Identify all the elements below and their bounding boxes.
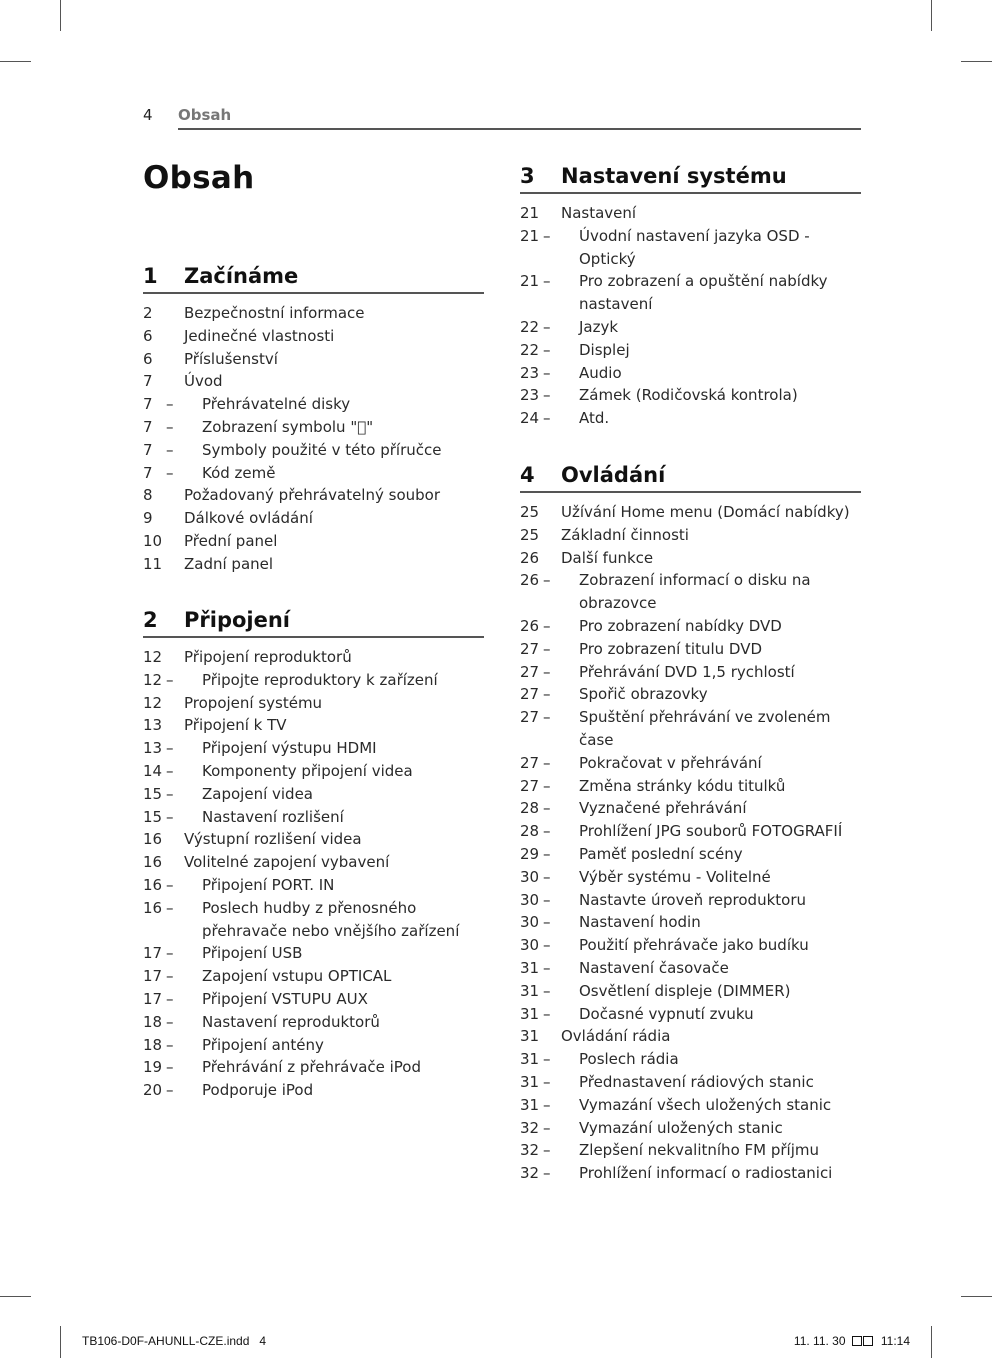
toc-entry[interactable] — [143, 851, 484, 874]
toc-entry[interactable] — [520, 980, 861, 1003]
toc-entry-text: – Nastavení rozlišení — [143, 806, 484, 829]
toc-entry[interactable] — [143, 393, 484, 416]
toc-entry[interactable] — [520, 384, 861, 407]
toc-entry-page: 16 — [143, 898, 163, 917]
toc-entry-text: – Jazyk — [520, 316, 861, 339]
toc-entry-page: 2 — [143, 304, 153, 322]
toc-entry[interactable] — [520, 362, 861, 385]
toc-entry-page: 27 — [520, 685, 540, 704]
toc-entry[interactable] — [143, 302, 484, 325]
toc-entry-page: 32 — [520, 1118, 540, 1137]
toc-entry-page: 12 — [143, 693, 163, 712]
toc-entry-page: 11 — [143, 554, 163, 573]
toc-entry-page: 28 — [520, 799, 540, 818]
toc-entry-text: Bezpečnostní informace — [184, 304, 365, 322]
toc-entry-page: 7 — [143, 395, 153, 414]
toc-entry-page: 23 — [520, 363, 540, 382]
toc-entry-page: 31 — [520, 1072, 540, 1091]
toc-entry-text: – Vymazání uložených stanic — [520, 1117, 861, 1140]
toc-entry[interactable] — [520, 339, 861, 362]
crop-mark — [961, 1296, 992, 1297]
toc-entry[interactable] — [520, 866, 861, 889]
toc-entry[interactable] — [520, 843, 861, 866]
toc-entry-text: – Připojte reproduktory k zařízení — [143, 669, 484, 692]
toc-entry-text: – Připojení VSTUPU AUX — [143, 988, 484, 1011]
toc-entry[interactable] — [143, 942, 484, 965]
toc-entry-text: – Přehrávání z přehrávače iPod — [143, 1056, 484, 1079]
toc-entry-page: 7 — [143, 463, 153, 482]
toc-entry[interactable] — [520, 225, 861, 271]
toc-entry-page: 28 — [520, 822, 540, 841]
toc-entry-page: 26 — [520, 616, 540, 635]
toc-entry[interactable] — [520, 569, 861, 615]
toc-entry[interactable] — [143, 965, 484, 988]
crop-mark — [961, 61, 992, 62]
toc-entry-page: 16 — [143, 875, 163, 894]
toc-entry-text: Nastavení — [561, 204, 637, 222]
toc-entry-list — [520, 501, 861, 1185]
toc-entry-text: – Prohlížení informací o radiostanici — [520, 1162, 861, 1185]
toc-entry[interactable] — [520, 889, 861, 912]
toc-entry-text: Přední panel — [184, 531, 278, 550]
toc-entry-text: – Spořič obrazovky — [520, 683, 861, 706]
toc-entry-page: 27 — [520, 776, 540, 795]
footer-time: 11:14 — [880, 1334, 910, 1348]
toc-entry-page: 18 — [143, 1035, 163, 1054]
toc-entry-page: 23 — [520, 386, 540, 405]
toc-entry[interactable] — [520, 1048, 861, 1071]
toc-entry-page: 22 — [520, 317, 540, 336]
toc-entry-page: 6 — [143, 349, 153, 368]
toc-entry[interactable] — [143, 416, 484, 439]
toc-entry[interactable] — [143, 874, 484, 897]
toc-entry[interactable] — [520, 316, 861, 339]
toc-entry-page: 12 — [143, 648, 163, 666]
toc-entry[interactable] — [143, 1079, 484, 1102]
header-running-title: Obsah — [178, 106, 232, 124]
toc-entry-text: – Zlepšení nekvalitního FM příjmu — [520, 1139, 861, 1162]
toc-entry[interactable] — [520, 270, 861, 316]
toc-entry-page: 31 — [520, 1004, 540, 1023]
toc-entry-page: 24 — [520, 409, 540, 428]
page-title: Obsah — [143, 160, 255, 196]
toc-entry-text: – Displej — [520, 339, 861, 362]
toc-entry[interactable] — [520, 661, 861, 684]
toc-entry-page: 27 — [520, 662, 540, 681]
toc-entry-page: 30 — [520, 913, 540, 932]
footer-timestamp — [794, 1334, 910, 1348]
toc-entry[interactable] — [143, 462, 484, 485]
header-page-number: 4 — [143, 106, 153, 124]
section-number: 3 — [520, 164, 535, 188]
toc-entry[interactable] — [520, 706, 861, 752]
crop-mark — [60, 0, 61, 31]
toc-entry-page: 27 — [520, 639, 540, 658]
toc-entry-text: – Pro zobrazení titulu DVD — [520, 638, 861, 661]
toc-entry-text: – Atd. — [520, 407, 861, 430]
toc-entry[interactable] — [520, 615, 861, 638]
section-title: Nastavení systému — [561, 164, 787, 188]
box-glyph-icon — [863, 1336, 873, 1346]
section-heading — [520, 164, 861, 194]
toc-entry-text: – Prohlížení JPG souborů FOTOGRAFIÍ — [520, 820, 861, 843]
toc-entry-text: Výstupní rozlišení videa — [184, 830, 362, 849]
toc-entry[interactable] — [520, 957, 861, 980]
toc-entry-page: 16 — [143, 830, 163, 849]
toc-entry-text: – Zapojení videa — [143, 783, 484, 806]
toc-entry-page: 26 — [520, 548, 540, 567]
section-title: Ovládání — [561, 463, 666, 487]
toc-entry[interactable] — [520, 547, 861, 570]
toc-entry-text: – Připojení USB — [143, 942, 484, 965]
toc-entry[interactable] — [520, 797, 861, 820]
toc-section-1 — [143, 264, 484, 576]
toc-entry[interactable] — [143, 1011, 484, 1034]
toc-entry-text: – Podporuje iPod — [143, 1079, 484, 1102]
toc-entry-text: – Připojení výstupu HDMI — [143, 737, 484, 760]
toc-entry-text: – Osvětlení displeje (DIMMER) — [520, 980, 861, 1003]
toc-entry-text: Volitelné zapojení vybavení — [184, 853, 390, 872]
toc-entry-text: – Spuštění přehrávání ve zvoleném čase — [520, 706, 861, 752]
section-title: Začínáme — [184, 264, 299, 288]
toc-entry-text: – Nastavení reproduktorů — [143, 1011, 484, 1034]
toc-entry-text: – Nastavení časovače — [520, 957, 861, 980]
section-title: Připojení — [184, 608, 290, 632]
toc-entry-page: 17 — [143, 989, 163, 1008]
toc-entry-page: 18 — [143, 1012, 163, 1031]
toc-entry[interactable] — [520, 683, 861, 706]
toc-entry[interactable] — [143, 507, 484, 530]
toc-entry-page: 7 — [143, 372, 153, 391]
toc-entry[interactable] — [520, 934, 861, 957]
toc-entry-text: – Audio — [520, 362, 861, 385]
toc-entry-text: – Přehrávatelné disky — [143, 393, 484, 416]
toc-entry-page: 14 — [143, 761, 163, 780]
toc-entry[interactable] — [143, 646, 484, 669]
toc-entry[interactable] — [520, 1162, 861, 1185]
section-number: 2 — [143, 608, 158, 632]
toc-entry[interactable] — [520, 638, 861, 661]
toc-entry-page: 21 — [520, 204, 540, 222]
toc-entry-page: 31 — [520, 958, 540, 977]
toc-entry-text: – Kód země — [143, 462, 484, 485]
toc-entry-page: 10 — [143, 531, 163, 550]
toc-entry[interactable] — [520, 911, 861, 934]
toc-entry-text: Další funkce — [561, 548, 654, 567]
toc-entry-text: – Nastavte úroveň reproduktoru — [520, 889, 861, 912]
toc-entry[interactable] — [143, 897, 484, 943]
toc-entry-text: Základní činnosti — [561, 525, 689, 544]
toc-entry[interactable] — [143, 1056, 484, 1079]
toc-entry-text: – Paměť poslední scény — [520, 843, 861, 866]
header-rule — [178, 128, 861, 130]
footer-date: 11. 11. 30 — [793, 1334, 846, 1348]
toc-entry-text: – Výběr systému - Volitelné — [520, 866, 861, 889]
toc-entry-page: 20 — [143, 1081, 163, 1100]
toc-entry[interactable] — [520, 775, 861, 798]
toc-entry[interactable] — [520, 501, 861, 524]
toc-entry-text: – Zobrazení symbolu "⃠" — [143, 416, 484, 439]
toc-entry[interactable] — [143, 692, 484, 715]
toc-entry-text: – Zapojení vstupu OPTICAL — [143, 965, 484, 988]
toc-entry[interactable] — [520, 752, 861, 775]
toc-entry-page: 13 — [143, 716, 163, 735]
toc-entry-page: 32 — [520, 1141, 540, 1160]
toc-entry-text: – Připojení PORT. IN — [143, 874, 484, 897]
toc-entry-text: Připojení k TV — [184, 716, 287, 735]
toc-entry-text: – Zobrazení informací o disku na obrazovce — [520, 569, 861, 615]
toc-entry-list — [143, 646, 484, 1102]
toc-entry[interactable] — [143, 714, 484, 737]
toc-entry-page: 22 — [520, 340, 540, 359]
toc-entry-page: 30 — [520, 890, 540, 909]
toc-entry-text: – Přednastavení rádiových stanic — [520, 1071, 861, 1094]
toc-entry-page: 25 — [520, 503, 540, 521]
toc-entry-page: 17 — [143, 967, 163, 986]
toc-entry-page: 31 — [520, 981, 540, 1000]
toc-entry[interactable] — [520, 1094, 861, 1117]
toc-entry-page: 25 — [520, 525, 540, 544]
toc-entry[interactable] — [143, 1034, 484, 1057]
toc-entry[interactable] — [143, 828, 484, 851]
section-heading — [520, 463, 861, 493]
toc-entry-page: 15 — [143, 807, 163, 826]
toc-entry-page: 27 — [520, 708, 540, 727]
toc-entry[interactable] — [143, 530, 484, 553]
toc-entry[interactable] — [520, 1139, 861, 1162]
toc-entry-text: – Komponenty připojení videa — [143, 760, 484, 783]
toc-entry-page: 6 — [143, 326, 153, 345]
toc-entry[interactable] — [143, 737, 484, 760]
crop-mark — [0, 61, 31, 62]
toc-entry-text: – Úvodní nastavení jazyka OSD - Optický — [520, 225, 861, 271]
toc-entry-text: – Poslech hudby z přenosného přehravače nebo vnějšího zařízení — [143, 897, 484, 943]
toc-entry-page: 30 — [520, 867, 540, 886]
toc-entry-text: Zadní panel — [184, 554, 274, 573]
toc-entry-list — [520, 202, 861, 430]
toc-entry-page: 17 — [143, 944, 163, 963]
toc-entry-text: – Zámek (Rodičovská kontrola) — [520, 384, 861, 407]
toc-entry-text: Ovládání rádia — [561, 1027, 671, 1046]
toc-entry[interactable] — [520, 202, 861, 225]
toc-entry[interactable] — [520, 1025, 861, 1048]
toc-entry[interactable] — [143, 439, 484, 462]
toc-entry-page: 8 — [143, 486, 153, 505]
toc-entry-list — [143, 302, 484, 576]
toc-entry[interactable] — [143, 370, 484, 393]
toc-entry[interactable] — [143, 348, 484, 371]
toc-section-2 — [143, 608, 484, 1102]
toc-entry-text: Dálkové ovládání — [184, 509, 313, 528]
toc-entry-page: 31 — [520, 1027, 540, 1046]
section-number: 4 — [520, 463, 535, 487]
toc-entry-page: 31 — [520, 1050, 540, 1069]
toc-entry-page: 7 — [143, 417, 153, 436]
section-number: 1 — [143, 264, 158, 288]
toc-entry[interactable] — [143, 669, 484, 692]
box-glyph-icon — [852, 1336, 862, 1346]
toc-entry-text: Připojení reproduktorů — [184, 648, 352, 666]
toc-entry-text: – Symboly použité v této příručce — [143, 439, 484, 462]
toc-entry[interactable] — [143, 760, 484, 783]
toc-entry-text: – Vyznačené přehrávání — [520, 797, 861, 820]
toc-section-4 — [520, 463, 861, 1185]
crop-mark — [931, 1326, 932, 1358]
toc-entry-text: – Pro zobrazení a opuštění nabídky nastavení — [520, 270, 861, 316]
toc-entry[interactable] — [520, 407, 861, 430]
toc-entry-page: 21 — [520, 226, 540, 245]
toc-entry-page: 16 — [143, 853, 163, 872]
toc-entry-text: – Poslech rádia — [520, 1048, 861, 1071]
toc-entry[interactable] — [143, 988, 484, 1011]
toc-entry-page: 12 — [143, 670, 163, 689]
toc-entry-page: 13 — [143, 739, 163, 758]
toc-entry-page: 29 — [520, 844, 540, 863]
crop-mark — [60, 1326, 61, 1358]
toc-entry-text: Jedinečné vlastnosti — [184, 326, 335, 345]
toc-entry-text: – Nastavení hodin — [520, 911, 861, 934]
toc-entry-page: 31 — [520, 1095, 540, 1114]
toc-entry-text: – Vymazání všech uložených stanic — [520, 1094, 861, 1117]
toc-entry-text: – Pro zobrazení nabídky DVD — [520, 615, 861, 638]
toc-entry-text: – Změna stránky kódu titulků — [520, 775, 861, 798]
toc-entry-page: 9 — [143, 509, 153, 528]
toc-entry[interactable] — [520, 1071, 861, 1094]
crop-mark — [0, 1296, 31, 1297]
toc-entry-text: Požadovaný přehrávatelný soubor — [184, 486, 440, 505]
toc-entry-page: 21 — [520, 272, 540, 291]
toc-entry-page: 19 — [143, 1058, 163, 1077]
section-heading — [143, 608, 484, 638]
toc-entry[interactable] — [520, 1117, 861, 1140]
toc-entry[interactable] — [520, 1003, 861, 1026]
toc-entry-text: Užívání Home menu (Domácí nabídky) — [561, 503, 850, 521]
toc-entry[interactable] — [520, 820, 861, 843]
footer-file-label: TB106-D0F-AHUNLL-CZE.indd 4 — [82, 1334, 267, 1348]
toc-entry[interactable] — [143, 783, 484, 806]
toc-entry[interactable] — [143, 484, 484, 507]
toc-entry-text: Úvod — [184, 372, 223, 391]
toc-entry-page: 15 — [143, 784, 163, 803]
toc-entry-page: 26 — [520, 571, 540, 590]
toc-entry-page: 7 — [143, 440, 153, 459]
toc-entry-page: 32 — [520, 1164, 540, 1183]
toc-section-3 — [520, 164, 861, 430]
section-heading — [143, 264, 484, 294]
toc-entry-text: Příslušenství — [184, 349, 278, 368]
toc-entry-text: – Dočasné vypnutí zvuku — [520, 1003, 861, 1026]
toc-entry[interactable] — [520, 524, 861, 547]
toc-entry-text: – Připojení antény — [143, 1034, 484, 1057]
toc-entry-text: Propojení systému — [184, 693, 323, 712]
toc-entry-text: – Pokračovat v přehrávání — [520, 752, 861, 775]
toc-entry-page: 30 — [520, 936, 540, 955]
toc-entry[interactable] — [143, 553, 484, 576]
toc-entry-text: – Použití přehrávače jako budíku — [520, 934, 861, 957]
toc-entry[interactable] — [143, 325, 484, 348]
toc-entry-text: – Přehrávání DVD 1,5 rychlostí — [520, 661, 861, 684]
crop-mark — [931, 0, 932, 31]
toc-entry-page: 27 — [520, 753, 540, 772]
toc-entry[interactable] — [143, 806, 484, 829]
